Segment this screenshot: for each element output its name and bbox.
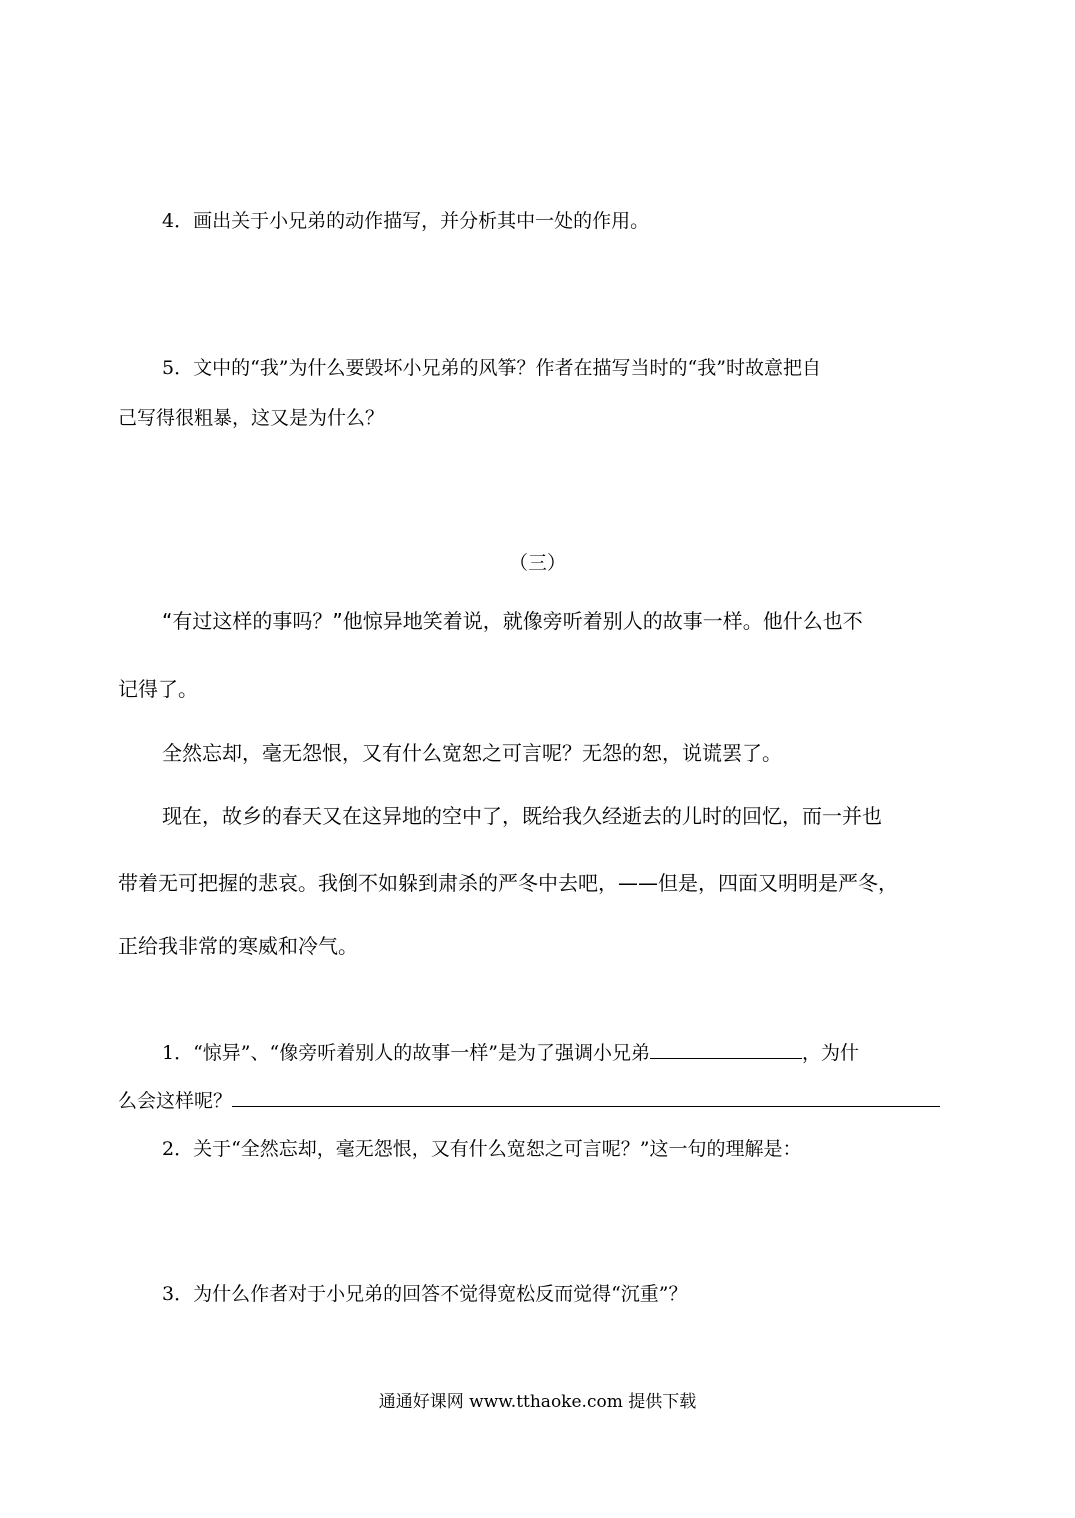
passage-paragraph-3-line-2: 带着无可把握的悲哀。我倒不如躲到肃杀的严冬中去吧，——但是，四面又明明是严冬，: [118, 871, 898, 895]
passage-paragraph-3-line-1: 现在，故乡的春天又在这异地的空中了，既给我久经逝去的儿时的回忆，而一并也: [162, 804, 882, 828]
question-1-line-1: [162, 1038, 958, 1066]
answer-blank-1[interactable]: [650, 1038, 802, 1059]
answer-blank-2[interactable]: [232, 1086, 940, 1107]
passage-paragraph-1-line-2: 记得了。: [118, 677, 198, 701]
question-4: 4．画出关于小兄弟的动作描写，并分析其中一处的作用。: [162, 210, 650, 232]
question-5-line-1: 5．文中的“我”为什么要毁坏小兄弟的风筝？作者在描写当时的“我”时故意把自: [162, 357, 821, 379]
question-1-text-2: 么会这样呢？: [118, 1090, 233, 1112]
question-1-text-end: ，为什: [801, 1042, 859, 1064]
question-1-text: 1．“惊异”、“像旁听着别人的故事一样”是为了强调小兄弟: [162, 1042, 650, 1064]
section-heading: （三）: [508, 552, 566, 574]
question-5-line-2: 己写得很粗暴，这又是为什么？: [118, 407, 385, 429]
passage-paragraph-3-line-3: 正给我非常的寒威和冷气。: [118, 934, 358, 958]
page-footer: 通通好课网 www.tthaoke.com 提供下载: [378, 1392, 697, 1412]
passage-paragraph-1-line-1: “有过这样的事吗？”他惊异地笑着说，就像旁听着别人的故事一样。他什么也不: [162, 609, 863, 633]
question-3: 3．为什么作者对于小兄弟的回答不觉得宽松反而觉得“沉重”？: [162, 1283, 688, 1305]
passage-paragraph-2: 全然忘却，毫无怨恨，又有什么宽恕之可言呢？无怨的恕，说谎罢了。: [162, 741, 782, 765]
question-2: 2．关于“全然忘却，毫无怨恨，又有什么宽恕之可言呢？”这一句的理解是：: [162, 1138, 802, 1160]
question-1-line-2: [118, 1086, 958, 1114]
